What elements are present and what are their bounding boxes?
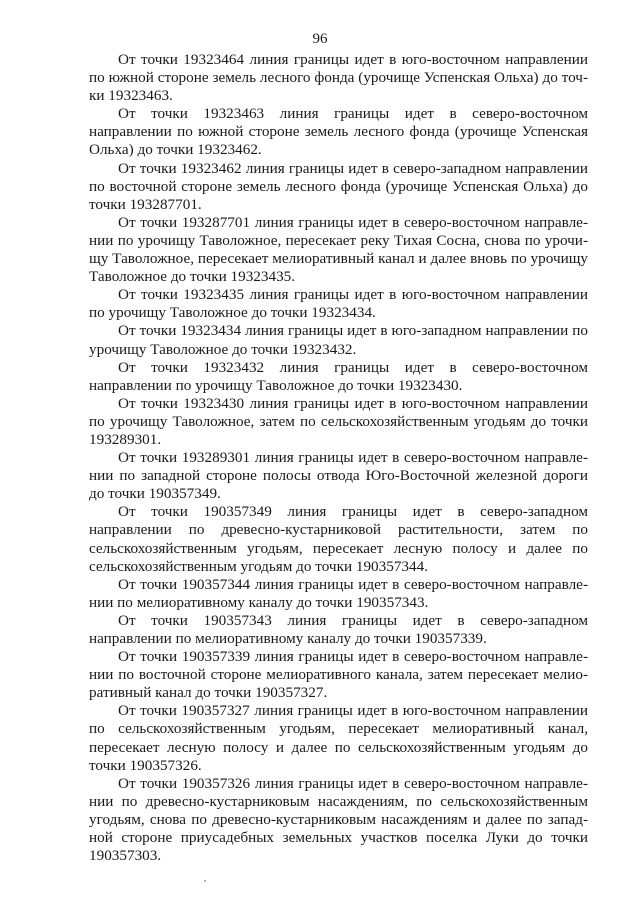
paragraph: От точки 19323434 линия границы идет в юго-западном направлении по урочищу Таволожное до точки 19323432. xyxy=(89,322,588,358)
paragraph: От точки 190357343 линия границы идет в северо-западном направлении по мелиоративному каналу до точки 190357339. xyxy=(89,611,588,647)
paragraph: От точки 190357326 линия границы идет в северо-восточном направлении по древесно-кустарниковым насаждениям, по сельскохозяйственным угодьям, снова по древесно-кустарниковым насаждениям и далее по западной стороне приусадебных земельных участков поселка Луки до точки 190357303. xyxy=(89,774,588,865)
paragraph: От точки 190357327 линия границы идет в юго-восточном направлении по сельскохозяйственным угодьям, пересекает мелиоративный канал, пересекает лесную полосу и далее по сельскохозяйственным угодьям до точки 190357326. xyxy=(89,702,588,774)
scan-speck xyxy=(204,880,206,882)
paragraph: От точки 190357349 линия границы идет в северо-западном направлении по древесно-кустарниковой растительности, затем по сельскохозяйственным угодьям, пересекает лесную полосу и далее по сельскохозяйственным угодьям до точки 190357344. xyxy=(89,503,588,575)
paragraph: От точки 19323463 линия границы идет в северо-восточном направлении по южной стороне земель лесного фонда (урочище Успенская Ольха) до точки 19323462. xyxy=(89,105,588,159)
paragraph: От точки 193289301 линия границы идет в северо-восточном направлении по западной стороне полосы отвода Юго-Восточной железной дороги до точки 190357349. xyxy=(89,449,588,503)
paragraph: От точки 190357344 линия границы идет в северо-восточном направлении по мелиоративному каналу до точки 190357343. xyxy=(89,575,588,611)
page-number: 96 xyxy=(312,31,328,47)
paragraph: От точки 19323435 линия границы идет в юго-восточном направлении по урочищу Таволожное до точки 19323434. xyxy=(89,286,588,322)
paragraph: От точки 19323462 линия границы идет в северо-западном направлении по восточной стороне земель лесного фонда (урочище Успенская Ольха) до точки 193287701. xyxy=(89,159,588,213)
paragraph: От точки 190357339 линия границы идет в северо-восточном направлении по восточной стороне мелиоративного канала, затем пересекает мелиоративный канал до точки 190357327. xyxy=(89,648,588,702)
paragraph: От точки 193287701 линия границы идет в северо-восточном направлении по урочищу Таволожное, пересекает реку Тихая Сосна, снова по урочищу Таволожное, пересекает мелиоративный канал и далее вновь по урочищу Таволожное до точки 19323435. xyxy=(89,213,588,286)
paragraph: От точки 19323464 линия границы идет в юго-восточном направлении по южной стороне земель лесного фонда (урочище Успенская Ольха) до точки 19323463. xyxy=(89,51,588,105)
paragraph: От точки 19323430 линия границы идет в юго-восточном направлении по урочищу Таволожное, затем по сельскохозяйственным угодьям до точки 193289301. xyxy=(89,394,588,448)
document-body xyxy=(89,51,588,865)
paragraph: От точки 19323432 линия границы идет в северо-восточном направлении по урочищу Таволожное до точки 19323430. xyxy=(89,358,588,394)
